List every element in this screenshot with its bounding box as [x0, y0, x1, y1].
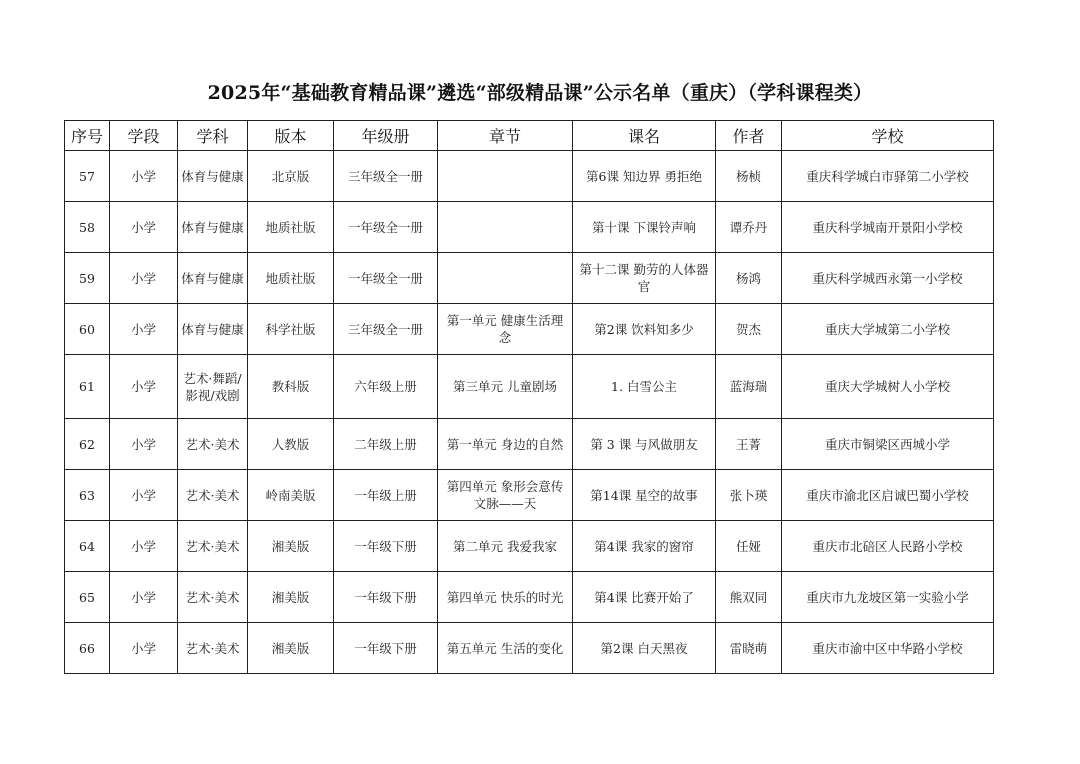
cell-index: 58 — [65, 202, 110, 253]
cell-grade-volume: 一年级全一册 — [334, 202, 438, 253]
cell-edition: 科学社版 — [248, 304, 334, 355]
table-row — [65, 253, 994, 304]
cell-grade-volume: 六年级上册 — [334, 355, 438, 419]
column-header-author: 作者 — [716, 121, 782, 151]
cell-subject: 艺术·美术 — [178, 419, 248, 470]
cell-chapter: 第五单元 生活的变化 — [438, 623, 573, 674]
cell-edition: 湘美版 — [248, 623, 334, 674]
cell-edition: 教科版 — [248, 355, 334, 419]
cell-stage: 小学 — [110, 572, 178, 623]
cell-school: 重庆科学城白市驿第二小学校 — [782, 151, 994, 202]
cell-index: 64 — [65, 521, 110, 572]
cell-grade-volume: 一年级下册 — [334, 623, 438, 674]
cell-index: 59 — [65, 253, 110, 304]
cell-author: 雷晓萌 — [716, 623, 782, 674]
cell-author: 任娅 — [716, 521, 782, 572]
cell-index: 63 — [65, 470, 110, 521]
cell-grade-volume: 一年级下册 — [334, 572, 438, 623]
cell-subject: 艺术·美术 — [178, 572, 248, 623]
table-header-row — [65, 121, 994, 151]
cell-author: 谭乔丹 — [716, 202, 782, 253]
cell-subject: 艺术·舞蹈/影视/戏剧 — [178, 355, 248, 419]
cell-stage: 小学 — [110, 355, 178, 419]
cell-author: 贺杰 — [716, 304, 782, 355]
cell-subject: 艺术·美术 — [178, 521, 248, 572]
cell-chapter — [438, 202, 573, 253]
cell-lesson: 第6课 知边界 勇拒绝 — [573, 151, 716, 202]
cell-author: 杨鸿 — [716, 253, 782, 304]
cell-school: 重庆大学城第二小学校 — [782, 304, 994, 355]
column-header-grade-volume: 年级册 — [334, 121, 438, 151]
column-header-edition: 版本 — [248, 121, 334, 151]
table-row — [65, 151, 994, 202]
column-header-school: 学校 — [782, 121, 994, 151]
cell-subject: 艺术·美术 — [178, 623, 248, 674]
cell-stage: 小学 — [110, 419, 178, 470]
table-row — [65, 419, 994, 470]
cell-index: 62 — [65, 419, 110, 470]
cell-author: 张卜瑛 — [716, 470, 782, 521]
cell-grade-volume: 一年级全一册 — [334, 253, 438, 304]
column-header-chapter: 章节 — [438, 121, 573, 151]
roster-table — [64, 120, 994, 674]
cell-school: 重庆科学城西永第一小学校 — [782, 253, 994, 304]
cell-stage: 小学 — [110, 470, 178, 521]
column-header-lesson: 课名 — [573, 121, 716, 151]
cell-index: 61 — [65, 355, 110, 419]
cell-chapter: 第四单元 快乐的时光 — [438, 572, 573, 623]
cell-subject: 艺术·美术 — [178, 470, 248, 521]
table-row — [65, 521, 994, 572]
cell-edition: 地质社版 — [248, 253, 334, 304]
cell-lesson: 第2课 饮料知多少 — [573, 304, 716, 355]
cell-author: 王菁 — [716, 419, 782, 470]
cell-school: 重庆大学城树人小学校 — [782, 355, 994, 419]
cell-grade-volume: 一年级下册 — [334, 521, 438, 572]
cell-chapter — [438, 253, 573, 304]
cell-stage: 小学 — [110, 304, 178, 355]
cell-subject: 体育与健康 — [178, 253, 248, 304]
cell-chapter: 第四单元 象形会意传文脉——天 — [438, 470, 573, 521]
cell-grade-volume: 一年级上册 — [334, 470, 438, 521]
cell-chapter: 第一单元 身边的自然 — [438, 419, 573, 470]
column-header-stage: 学段 — [110, 121, 178, 151]
table-row — [65, 202, 994, 253]
table-row — [65, 572, 994, 623]
cell-index: 57 — [65, 151, 110, 202]
cell-school: 重庆科学城南开景阳小学校 — [782, 202, 994, 253]
cell-index: 66 — [65, 623, 110, 674]
cell-stage: 小学 — [110, 202, 178, 253]
cell-stage: 小学 — [110, 521, 178, 572]
cell-school: 重庆市九龙坡区第一实验小学 — [782, 572, 994, 623]
cell-edition: 岭南美版 — [248, 470, 334, 521]
column-header-subject: 学科 — [178, 121, 248, 151]
column-header-index: 序号 — [65, 121, 110, 151]
cell-chapter — [438, 151, 573, 202]
cell-stage: 小学 — [110, 151, 178, 202]
cell-lesson: 第 3 课 与风做朋友 — [573, 419, 716, 470]
cell-lesson: 第14课 星空的故事 — [573, 470, 716, 521]
cell-edition: 人教版 — [248, 419, 334, 470]
cell-index: 60 — [65, 304, 110, 355]
cell-grade-volume: 二年级上册 — [334, 419, 438, 470]
cell-author: 杨桢 — [716, 151, 782, 202]
cell-lesson: 第4课 我家的窗帘 — [573, 521, 716, 572]
cell-subject: 体育与健康 — [178, 151, 248, 202]
table-row — [65, 623, 994, 674]
cell-lesson: 第4课 比赛开始了 — [573, 572, 716, 623]
cell-lesson: 第十课 下课铃声响 — [573, 202, 716, 253]
cell-subject: 体育与健康 — [178, 202, 248, 253]
cell-stage: 小学 — [110, 623, 178, 674]
cell-stage: 小学 — [110, 253, 178, 304]
cell-edition: 地质社版 — [248, 202, 334, 253]
cell-lesson: 第2课 白天黑夜 — [573, 623, 716, 674]
cell-school: 重庆市渝北区启诚巴蜀小学校 — [782, 470, 994, 521]
cell-author: 蓝海瑞 — [716, 355, 782, 419]
cell-school: 重庆市北碚区人民路小学校 — [782, 521, 994, 572]
cell-school: 重庆市铜梁区西城小学 — [782, 419, 994, 470]
cell-subject: 体育与健康 — [178, 304, 248, 355]
cell-grade-volume: 三年级全一册 — [334, 151, 438, 202]
cell-edition: 北京版 — [248, 151, 334, 202]
table-row — [65, 355, 994, 419]
cell-edition: 湘美版 — [248, 572, 334, 623]
cell-grade-volume: 三年级全一册 — [334, 304, 438, 355]
cell-chapter: 第三单元 儿童剧场 — [438, 355, 573, 419]
cell-chapter: 第一单元 健康生活理念 — [438, 304, 573, 355]
table-row — [65, 470, 994, 521]
cell-lesson: 1. 白雪公主 — [573, 355, 716, 419]
document-title: 2025年“基础教育精品课”遴选“部级精品课”公示名单（重庆）（学科课程类） — [207, 82, 873, 104]
cell-chapter: 第二单元 我爱我家 — [438, 521, 573, 572]
cell-school: 重庆市渝中区中华路小学校 — [782, 623, 994, 674]
table-row — [65, 304, 994, 355]
cell-author: 熊双同 — [716, 572, 782, 623]
cell-lesson: 第十二课 勤劳的人体器官 — [573, 253, 716, 304]
cell-edition: 湘美版 — [248, 521, 334, 572]
cell-index: 65 — [65, 572, 110, 623]
